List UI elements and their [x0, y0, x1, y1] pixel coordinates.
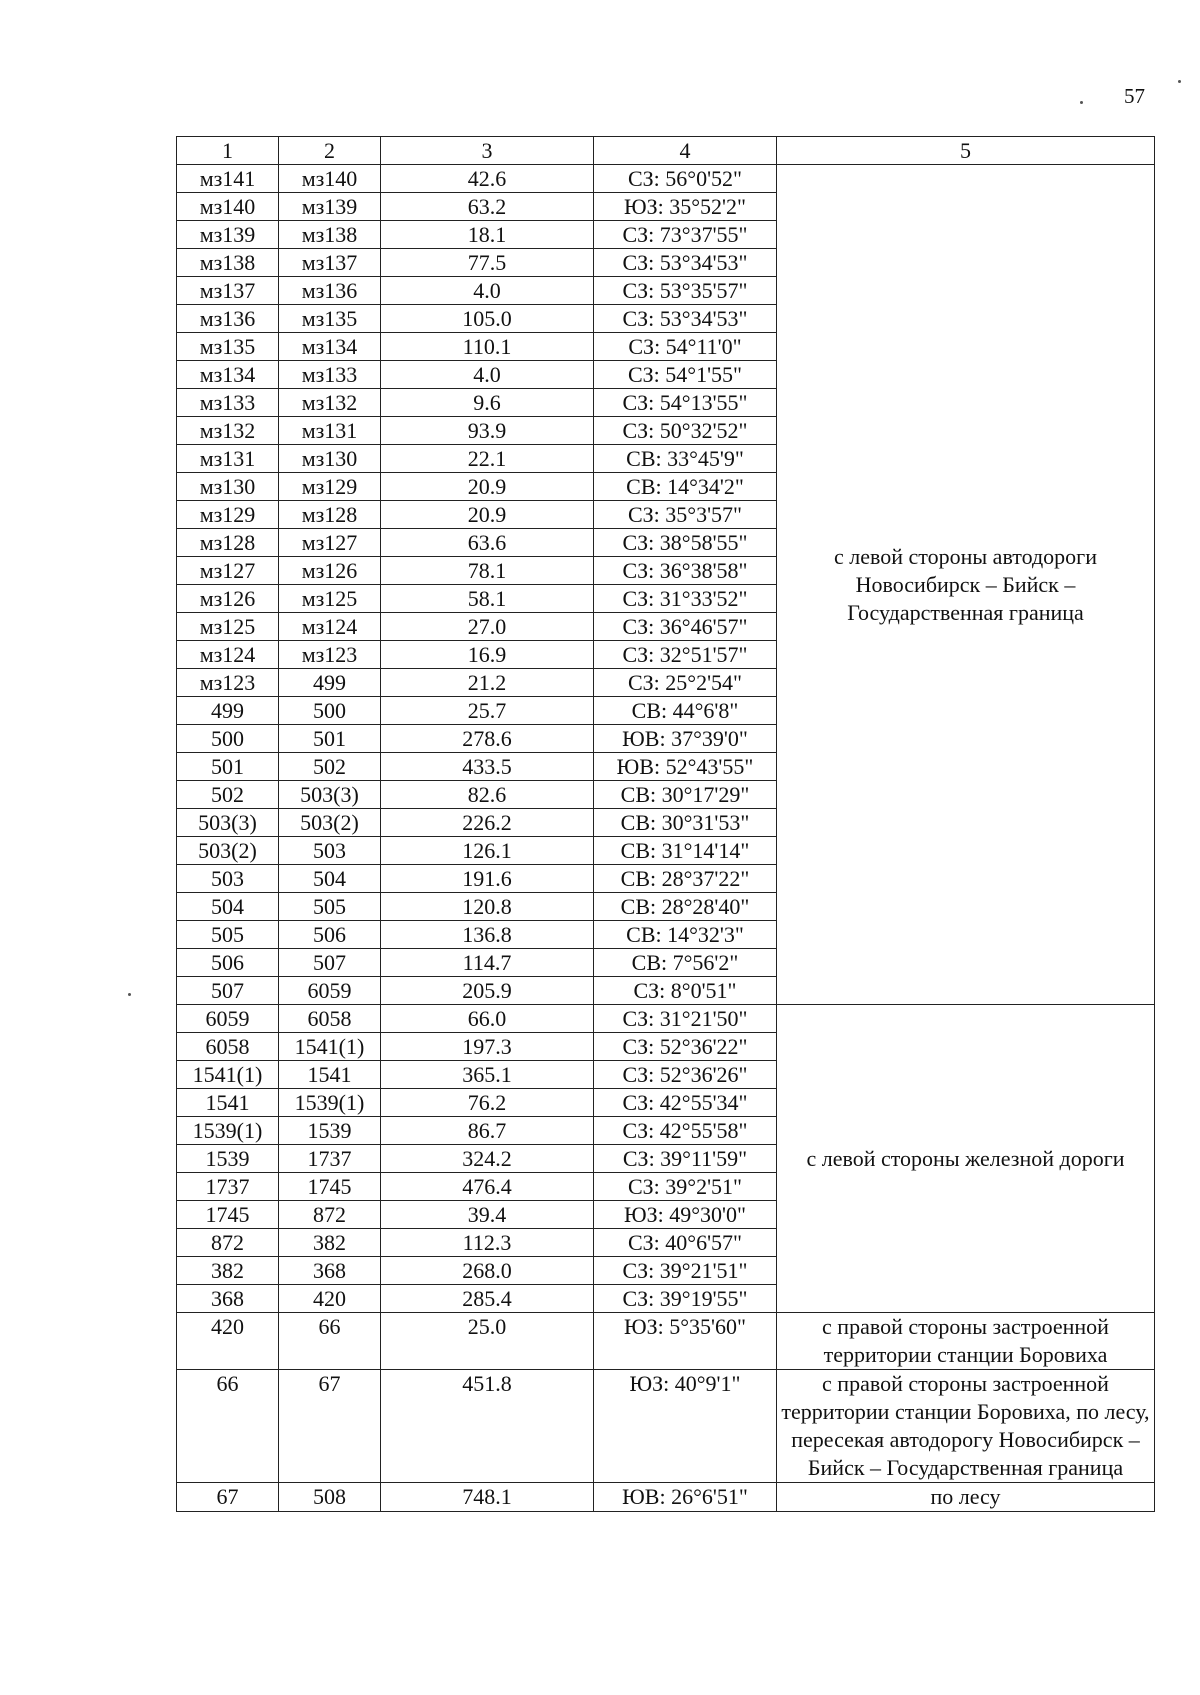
table-row — [177, 1313, 1155, 1370]
bearing-cell: СВ: 28°37'22" — [594, 865, 777, 893]
end-point-cell: мз134 — [279, 333, 381, 361]
start-point-cell: 1745 — [177, 1201, 279, 1229]
start-point-cell: мз140 — [177, 193, 279, 221]
start-point-cell: 503 — [177, 865, 279, 893]
length-cell: 18.1 — [381, 221, 594, 249]
bearing-cell: СЗ: 36°46'57" — [594, 613, 777, 641]
bearing-cell: СЗ: 39°19'55" — [594, 1285, 777, 1313]
boundary-table — [176, 136, 1155, 1512]
length-cell: 63.2 — [381, 193, 594, 221]
end-point-cell: мз124 — [279, 613, 381, 641]
bearing-cell: СВ: 31°14'14" — [594, 837, 777, 865]
start-point-cell: мз129 — [177, 501, 279, 529]
start-point-cell: 502 — [177, 781, 279, 809]
end-point-cell: мз139 — [279, 193, 381, 221]
length-cell: 324.2 — [381, 1145, 594, 1173]
length-cell: 114.7 — [381, 949, 594, 977]
start-point-cell: мз126 — [177, 585, 279, 613]
length-cell: 268.0 — [381, 1257, 594, 1285]
length-cell: 20.9 — [381, 473, 594, 501]
bearing-cell: СЗ: 54°11'0" — [594, 333, 777, 361]
end-point-cell: 1745 — [279, 1173, 381, 1201]
stray-dot — [128, 993, 131, 996]
start-point-cell: мз123 — [177, 669, 279, 697]
length-cell: 42.6 — [381, 165, 594, 193]
bearing-cell: СЗ: 50°32'52" — [594, 417, 777, 445]
bearing-cell: СЗ: 35°3'57" — [594, 501, 777, 529]
end-point-cell: 499 — [279, 669, 381, 697]
bearing-cell: СЗ: 8°0'51" — [594, 977, 777, 1005]
end-point-cell: 507 — [279, 949, 381, 977]
end-point-cell: 500 — [279, 697, 381, 725]
bearing-cell: СЗ: 40°6'57" — [594, 1229, 777, 1257]
length-cell: 27.0 — [381, 613, 594, 641]
boundary-description-cell: с правой стороны застроенной территории станции Боровиха, по лесу, пересекая автодорогу Новосибирск – Бийск – Государственная граница — [777, 1370, 1155, 1483]
length-cell: 25.0 — [381, 1313, 594, 1370]
length-cell: 82.6 — [381, 781, 594, 809]
table-body — [177, 165, 1155, 1512]
bearing-cell: СЗ: 53°35'57" — [594, 277, 777, 305]
end-point-cell: 6059 — [279, 977, 381, 1005]
start-point-cell: 1539(1) — [177, 1117, 279, 1145]
bearing-cell: СВ: 33°45'9" — [594, 445, 777, 473]
length-cell: 66.0 — [381, 1005, 594, 1033]
end-point-cell: 1539 — [279, 1117, 381, 1145]
length-cell: 16.9 — [381, 641, 594, 669]
bearing-cell: СЗ: 36°38'58" — [594, 557, 777, 585]
boundary-description-cell: по лесу — [777, 1483, 1155, 1512]
start-point-cell: 1737 — [177, 1173, 279, 1201]
start-point-cell: мз128 — [177, 529, 279, 557]
start-point-cell: мз134 — [177, 361, 279, 389]
length-cell: 93.9 — [381, 417, 594, 445]
column-header: 3 — [381, 137, 594, 165]
start-point-cell: 501 — [177, 753, 279, 781]
start-point-cell: мз124 — [177, 641, 279, 669]
bearing-cell: СЗ: 53°34'53" — [594, 249, 777, 277]
start-point-cell: 506 — [177, 949, 279, 977]
end-point-cell: 382 — [279, 1229, 381, 1257]
end-point-cell: мз126 — [279, 557, 381, 585]
end-point-cell: 872 — [279, 1201, 381, 1229]
end-point-cell: 6058 — [279, 1005, 381, 1033]
start-point-cell: мз135 — [177, 333, 279, 361]
length-cell: 120.8 — [381, 893, 594, 921]
length-cell: 433.5 — [381, 753, 594, 781]
end-point-cell: мз130 — [279, 445, 381, 473]
length-cell: 476.4 — [381, 1173, 594, 1201]
stray-dot — [1080, 101, 1083, 104]
length-cell: 22.1 — [381, 445, 594, 473]
start-point-cell: мз139 — [177, 221, 279, 249]
length-cell: 110.1 — [381, 333, 594, 361]
column-header: 5 — [777, 137, 1155, 165]
start-point-cell: мз141 — [177, 165, 279, 193]
end-point-cell: 506 — [279, 921, 381, 949]
bearing-cell: СЗ: 39°2'51" — [594, 1173, 777, 1201]
table-row — [177, 1005, 1155, 1033]
start-point-cell: 505 — [177, 921, 279, 949]
start-point-cell: 368 — [177, 1285, 279, 1313]
start-point-cell: 6059 — [177, 1005, 279, 1033]
bearing-cell: СЗ: 39°11'59" — [594, 1145, 777, 1173]
length-cell: 748.1 — [381, 1483, 594, 1512]
end-point-cell: 1539(1) — [279, 1089, 381, 1117]
start-point-cell: мз138 — [177, 249, 279, 277]
start-point-cell: 503(2) — [177, 837, 279, 865]
length-cell: 285.4 — [381, 1285, 594, 1313]
end-point-cell: 368 — [279, 1257, 381, 1285]
table-row — [177, 1370, 1155, 1483]
start-point-cell: мз137 — [177, 277, 279, 305]
length-cell: 197.3 — [381, 1033, 594, 1061]
end-point-cell: 1737 — [279, 1145, 381, 1173]
end-point-cell: мз131 — [279, 417, 381, 445]
length-cell: 226.2 — [381, 809, 594, 837]
bearing-cell: СЗ: 32°51'57" — [594, 641, 777, 669]
bearing-cell: СВ: 30°31'53" — [594, 809, 777, 837]
length-cell: 58.1 — [381, 585, 594, 613]
bearing-cell: СЗ: 56°0'52" — [594, 165, 777, 193]
length-cell: 205.9 — [381, 977, 594, 1005]
bearing-cell: СЗ: 54°13'55" — [594, 389, 777, 417]
start-point-cell: 500 — [177, 725, 279, 753]
length-cell: 4.0 — [381, 277, 594, 305]
start-point-cell: 1541(1) — [177, 1061, 279, 1089]
stray-dot — [1178, 80, 1181, 83]
start-point-cell: мз133 — [177, 389, 279, 417]
bearing-cell: ЮЗ: 40°9'1" — [594, 1370, 777, 1483]
end-point-cell: 504 — [279, 865, 381, 893]
bearing-cell: СВ: 44°6'8" — [594, 697, 777, 725]
bearing-cell: СВ: 7°56'2" — [594, 949, 777, 977]
start-point-cell: 499 — [177, 697, 279, 725]
end-point-cell: мз128 — [279, 501, 381, 529]
start-point-cell: 1539 — [177, 1145, 279, 1173]
start-point-cell: 420 — [177, 1313, 279, 1370]
end-point-cell: 66 — [279, 1313, 381, 1370]
end-point-cell: 1541 — [279, 1061, 381, 1089]
bearing-cell: СВ: 28°28'40" — [594, 893, 777, 921]
end-point-cell: мз135 — [279, 305, 381, 333]
bearing-cell: СЗ: 38°58'55" — [594, 529, 777, 557]
bearing-cell: ЮВ: 52°43'55" — [594, 753, 777, 781]
boundary-description-cell: с левой стороны автодороги Новосибирск – Бийск – Государственная граница — [777, 165, 1155, 1005]
end-point-cell: 501 — [279, 725, 381, 753]
boundary-description-cell: с правой стороны застроенной территории станции Боровиха — [777, 1313, 1155, 1370]
start-point-cell: 1541 — [177, 1089, 279, 1117]
bearing-cell: СЗ: 39°21'51" — [594, 1257, 777, 1285]
start-point-cell: 503(3) — [177, 809, 279, 837]
start-point-cell: 504 — [177, 893, 279, 921]
bearing-cell: ЮЗ: 49°30'0" — [594, 1201, 777, 1229]
length-cell: 78.1 — [381, 557, 594, 585]
end-point-cell: 508 — [279, 1483, 381, 1512]
start-point-cell: мз127 — [177, 557, 279, 585]
bearing-cell: СЗ: 25°2'54" — [594, 669, 777, 697]
length-cell: 25.7 — [381, 697, 594, 725]
start-point-cell: мз125 — [177, 613, 279, 641]
start-point-cell: 6058 — [177, 1033, 279, 1061]
end-point-cell: мз133 — [279, 361, 381, 389]
end-point-cell: 503 — [279, 837, 381, 865]
bearing-cell: СЗ: 53°34'53" — [594, 305, 777, 333]
end-point-cell: мз125 — [279, 585, 381, 613]
length-cell: 20.9 — [381, 501, 594, 529]
length-cell: 105.0 — [381, 305, 594, 333]
end-point-cell: 503(2) — [279, 809, 381, 837]
length-cell: 86.7 — [381, 1117, 594, 1145]
end-point-cell: 503(3) — [279, 781, 381, 809]
end-point-cell: мз127 — [279, 529, 381, 557]
length-cell: 112.3 — [381, 1229, 594, 1257]
length-cell: 21.2 — [381, 669, 594, 697]
length-cell: 63.6 — [381, 529, 594, 557]
column-header: 4 — [594, 137, 777, 165]
length-cell: 126.1 — [381, 837, 594, 865]
bearing-cell: ЮЗ: 35°52'2" — [594, 193, 777, 221]
boundary-description-cell: с левой стороны железной дороги — [777, 1005, 1155, 1313]
start-point-cell: 66 — [177, 1370, 279, 1483]
bearing-cell: ЮВ: 37°39'0" — [594, 725, 777, 753]
end-point-cell: мз140 — [279, 165, 381, 193]
table-row — [177, 1483, 1155, 1512]
start-point-cell: мз136 — [177, 305, 279, 333]
bearing-cell: СЗ: 31°33'52" — [594, 585, 777, 613]
length-cell: 77.5 — [381, 249, 594, 277]
bearing-cell: СВ: 14°32'3" — [594, 921, 777, 949]
length-cell: 136.8 — [381, 921, 594, 949]
end-point-cell: 1541(1) — [279, 1033, 381, 1061]
start-point-cell: мз131 — [177, 445, 279, 473]
start-point-cell: 67 — [177, 1483, 279, 1512]
page-number: 57 — [1124, 84, 1145, 108]
start-point-cell: 872 — [177, 1229, 279, 1257]
length-cell: 4.0 — [381, 361, 594, 389]
start-point-cell: 382 — [177, 1257, 279, 1285]
bearing-cell: СЗ: 73°37'55" — [594, 221, 777, 249]
bearing-cell: СЗ: 52°36'26" — [594, 1061, 777, 1089]
end-point-cell: мз136 — [279, 277, 381, 305]
bearing-cell: СЗ: 52°36'22" — [594, 1033, 777, 1061]
end-point-cell: мз137 — [279, 249, 381, 277]
end-point-cell: 505 — [279, 893, 381, 921]
start-point-cell: мз132 — [177, 417, 279, 445]
length-cell: 191.6 — [381, 865, 594, 893]
length-cell: 278.6 — [381, 725, 594, 753]
table-header-row — [177, 137, 1155, 165]
length-cell: 39.4 — [381, 1201, 594, 1229]
end-point-cell: мз138 — [279, 221, 381, 249]
length-cell: 365.1 — [381, 1061, 594, 1089]
length-cell: 9.6 — [381, 389, 594, 417]
bearing-cell: ЮЗ: 5°35'60" — [594, 1313, 777, 1370]
column-header: 1 — [177, 137, 279, 165]
end-point-cell: 420 — [279, 1285, 381, 1313]
end-point-cell: мз123 — [279, 641, 381, 669]
bearing-cell: ЮВ: 26°6'51" — [594, 1483, 777, 1512]
length-cell: 76.2 — [381, 1089, 594, 1117]
column-header: 2 — [279, 137, 381, 165]
table-row — [177, 165, 1155, 193]
bearing-cell: СВ: 30°17'29" — [594, 781, 777, 809]
end-point-cell: 502 — [279, 753, 381, 781]
end-point-cell: мз132 — [279, 389, 381, 417]
end-point-cell: мз129 — [279, 473, 381, 501]
start-point-cell: мз130 — [177, 473, 279, 501]
bearing-cell: СЗ: 42°55'58" — [594, 1117, 777, 1145]
start-point-cell: 507 — [177, 977, 279, 1005]
bearing-cell: СЗ: 31°21'50" — [594, 1005, 777, 1033]
length-cell: 451.8 — [381, 1370, 594, 1483]
end-point-cell: 67 — [279, 1370, 381, 1483]
bearing-cell: СВ: 14°34'2" — [594, 473, 777, 501]
bearing-cell: СЗ: 54°1'55" — [594, 361, 777, 389]
bearing-cell: СЗ: 42°55'34" — [594, 1089, 777, 1117]
